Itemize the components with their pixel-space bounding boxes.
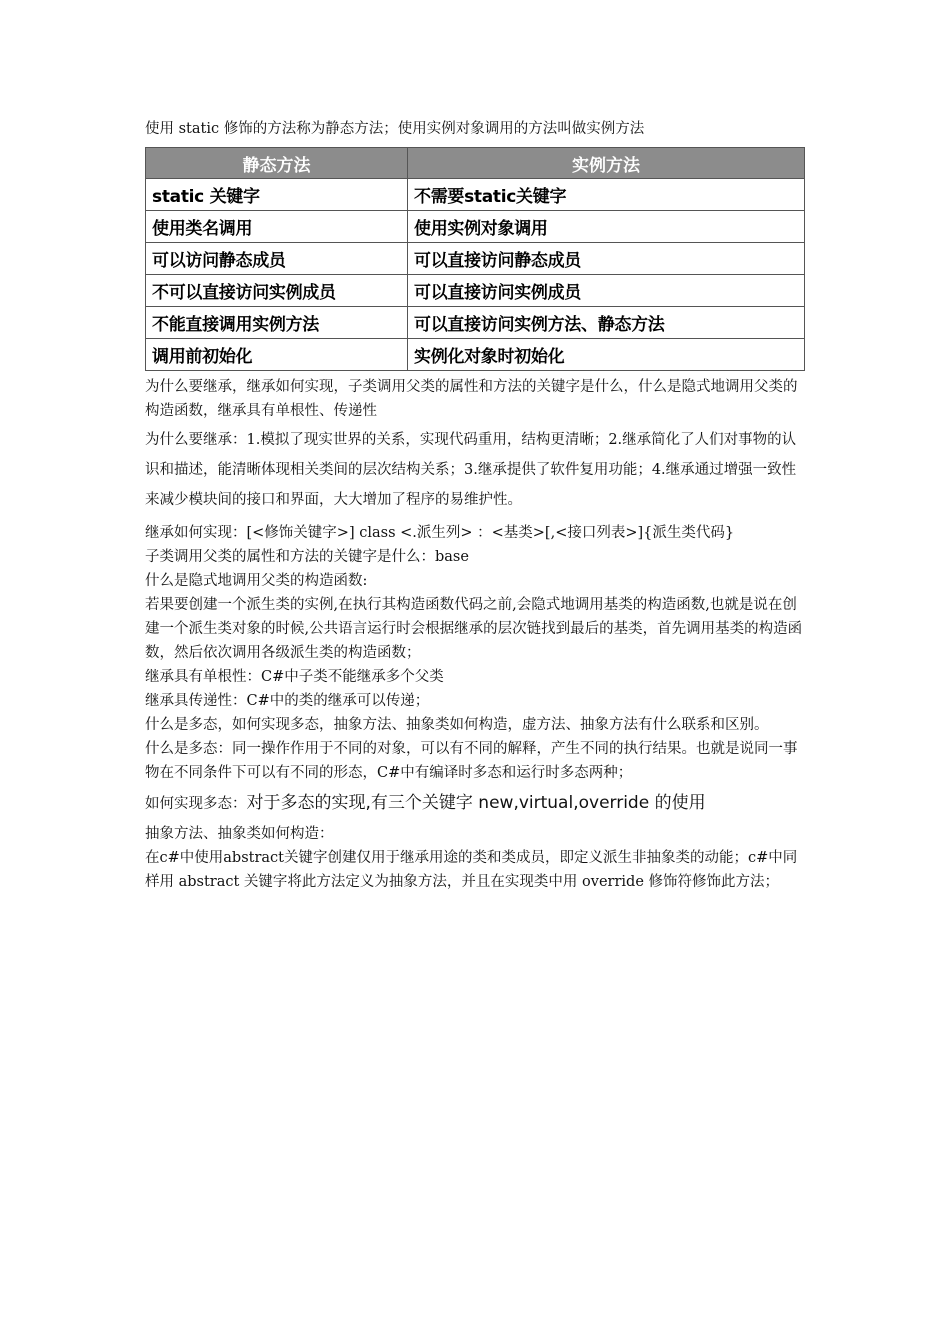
table-row: [146, 339, 805, 371]
table-cell: 不能直接调用实例方法: [146, 307, 408, 339]
transitive-line: 继承具传递性：C#中的类的继承可以传递；: [145, 693, 430, 709]
table-cell: 可以直接访问实例成员: [408, 275, 805, 307]
table-row: [146, 211, 805, 243]
table-cell: 实例化对象时初始化: [408, 339, 805, 371]
single-root-line: 继承具有单根性：C#中子类不能继承多个父类: [145, 669, 444, 685]
header-instance-method: 实例方法: [408, 148, 805, 179]
table-cell: 使用实例对象调用: [408, 211, 805, 243]
table-cell: 可以直接访问静态成员: [408, 243, 805, 275]
comparison-table: [145, 147, 805, 371]
how-poly-text: 对于多态的实现,有三个关键字 new,virtual,override 的使用: [246, 793, 706, 813]
implicit-constructor-question: 什么是隐式地调用父类的构造函数:: [145, 573, 368, 589]
base-keyword-line: 子类调用父类的属性和方法的关键字是什么：base: [145, 549, 469, 565]
table-cell: 可以直接访问实例方法、静态方法: [408, 307, 805, 339]
table-header-row: [146, 148, 805, 179]
table-row: [146, 307, 805, 339]
what-is-polymorphism: 什么是多态：同一操作作用于不同的对象，可以有不同的解释，产生不同的执行结果。也就是说同一事物在不同条件下可以有不同的形态，C#中有编译时多态和运行时多态两种；: [145, 741, 798, 781]
table-cell: 可以访问静态成员: [146, 243, 408, 275]
abstract-paragraph: 在c#中使用abstract关键字创建仅用于继承用途的类和类成员，即定义派生非抽象类的动能；c#中同样用 abstract 关键字将此方法定义为抽象方法，并且在实现类中用 override 修饰符修饰此方法；: [145, 850, 798, 890]
header-static-method: 静态方法: [146, 148, 408, 179]
inherit-question: 为什么要继承，继承如何实现，子类调用父类的属性和方法的关键字是什么，什么是隐式地调用父类的构造函数，继承具有单根性、传递性: [145, 379, 798, 419]
table-row: [146, 275, 805, 307]
how-polymorphism-line: [145, 791, 807, 816]
table-cell: 不可以直接访问实例成员: [146, 275, 408, 307]
table-row: [146, 179, 805, 211]
why-inherit-paragraph: 为什么要继承：1.模拟了现实世界的关系，实现代码重用，结构更清晰；2.继承简化了人们对事物的认识和描述，能清晰体现相关类间的层次结构关系；3.继承提供了软件复用功能；4.继承通过增强一致性来减少模块间的接口和界面，大大增加了程序的易维护性。: [145, 432, 797, 508]
document-page: [145, 117, 807, 894]
abstract-title: 抽象方法、抽象类如何构造：: [145, 826, 334, 842]
intro-text: 使用 static 修饰的方法称为静态方法；使用实例对象调用的方法叫做实例方法: [145, 121, 645, 137]
table-cell: static 关键字: [146, 179, 408, 211]
table-cell: 调用前初始化: [146, 339, 408, 371]
table-cell: 不需要static关键字: [408, 179, 805, 211]
how-inherit-syntax: 继承如何实现：[<修饰关键字>] class <.派生列> ：<基类>[,<接口列表>]{派生类代码}: [145, 525, 735, 541]
implicit-constructor-answer: 若果要创建一个派生类的实例,在执行其构造函数代码之前,会隐式地调用基类的构造函数,也就是说在创建一个派生类对象的时候,公共语言运行时会根据继承的层次链找到最后的基类，首先调用基类的构造函数，然后依次调用各级派生类的构造函数；: [145, 597, 803, 661]
table-cell: 使用类名调用: [146, 211, 408, 243]
how-poly-label: 如何实现多态：: [145, 796, 247, 812]
table-row: [146, 243, 805, 275]
polymorphism-question: 什么是多态，如何实现多态，抽象方法、抽象类如何构造，虚方法、抽象方法有什么联系和区别。: [145, 717, 769, 733]
